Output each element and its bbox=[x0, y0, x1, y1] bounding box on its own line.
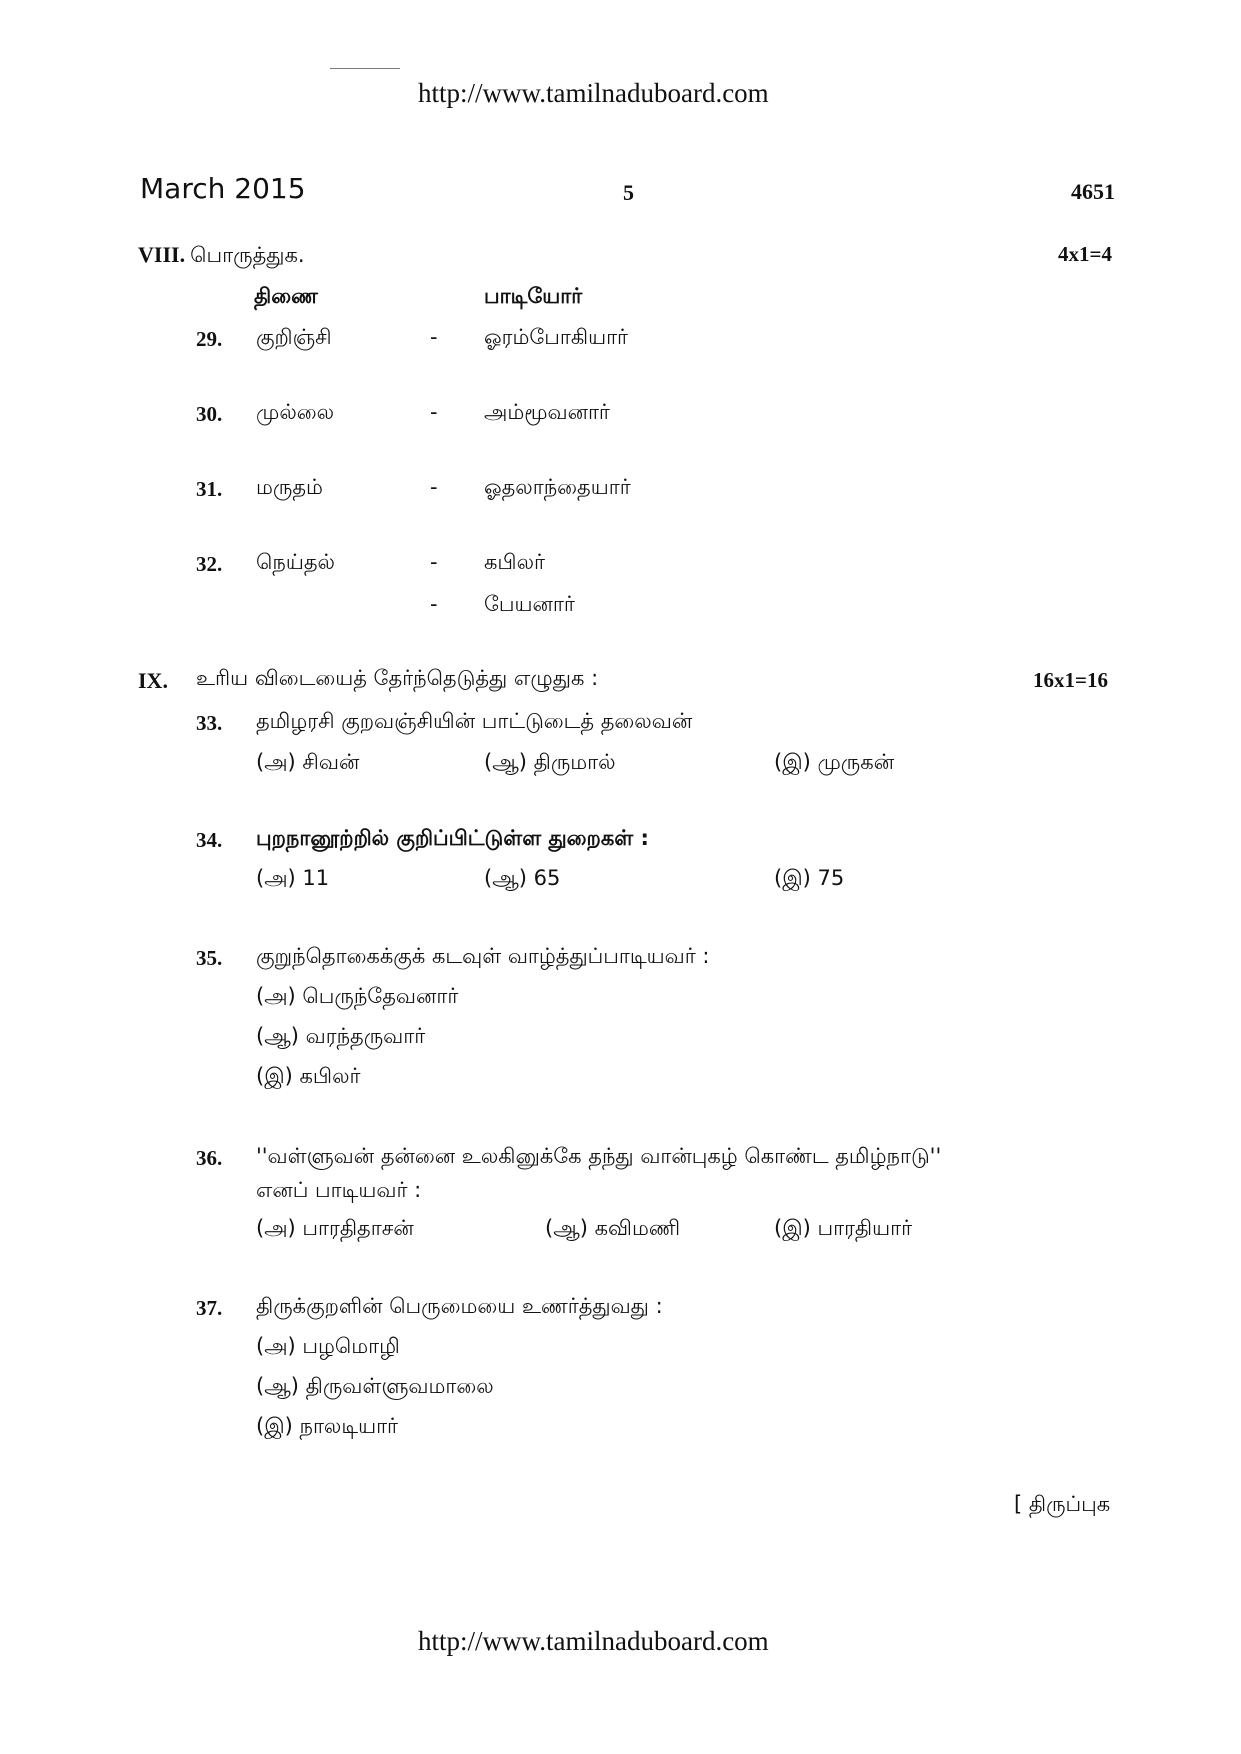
match-row-dash: - bbox=[430, 550, 438, 574]
section-viii-marks: 4x1=4 bbox=[1058, 242, 1112, 266]
option-a: (அ) பெருந்தேவனார் bbox=[256, 984, 459, 1008]
question-number: 33. bbox=[196, 711, 223, 735]
option-a: (அ) சிவன் bbox=[256, 750, 360, 774]
section-viii-roman: VIII. bbox=[138, 242, 186, 267]
section-viii-title: பொருத்துக. bbox=[190, 243, 305, 267]
footer-url[interactable]: http://www.tamilnaduboard.com bbox=[418, 1626, 769, 1656]
question-number: 36. bbox=[196, 1146, 223, 1170]
header-url[interactable]: http://www.tamilnaduboard.com bbox=[418, 78, 769, 108]
turn-over-note: [ திருப்புக bbox=[1014, 1492, 1111, 1516]
option-b: (ஆ) திருவள்ளுவமாலை bbox=[256, 1374, 494, 1398]
match-row-number: 30. bbox=[196, 402, 223, 426]
section-viii-heading bbox=[138, 242, 305, 270]
question-text: ''வள்ளுவன் தன்னை உலகினுக்கே தந்து வான்புகழ் கொண்ட தமிழ்நாடு'' bbox=[256, 1144, 942, 1168]
match-extra-dash: - bbox=[430, 592, 438, 616]
match-row-right: கபிலர் bbox=[484, 550, 545, 574]
section-ix-roman: IX. bbox=[138, 668, 168, 693]
option-a: (அ) 11 bbox=[256, 866, 330, 890]
question-text: குறுந்தொகைக்குக் கடவுள் வாழ்த்துப்பாடியவர் : bbox=[256, 944, 710, 968]
question-number: 35. bbox=[196, 946, 223, 970]
match-row-right: ஓதலாந்தையார் bbox=[484, 475, 631, 499]
match-row-left: குறிஞ்சி bbox=[256, 325, 332, 349]
question-number: 34. bbox=[196, 828, 223, 852]
match-row-left: நெய்தல் bbox=[256, 550, 335, 574]
match-row-number: 32. bbox=[196, 552, 223, 576]
option-b: (ஆ) வரந்தருவார் bbox=[256, 1024, 426, 1048]
option-b: (ஆ) கவிமணி bbox=[545, 1216, 681, 1240]
option-a: (அ) பழமொழி bbox=[256, 1334, 400, 1358]
option-c: (இ) முருகன் bbox=[774, 750, 895, 774]
option-b: (ஆ) 65 bbox=[484, 866, 561, 890]
match-row-left: மருதம் bbox=[256, 475, 323, 499]
match-row-right: அம்மூவனார் bbox=[484, 400, 610, 424]
option-b: (ஆ) திருமால் bbox=[484, 750, 616, 774]
match-row-number: 29. bbox=[196, 327, 223, 351]
match-row-number: 31. bbox=[196, 477, 223, 501]
option-a: (அ) பாரதிதாசன் bbox=[256, 1216, 414, 1240]
question-text: தமிழரசி குறவஞ்சியின் பாட்டுடைத் தலைவன் bbox=[256, 709, 693, 733]
exam-title: March 2015 bbox=[140, 172, 306, 205]
paper-code: 4651 bbox=[1071, 179, 1115, 204]
question-text-line2: எனப் பாடியவர் : bbox=[256, 1178, 422, 1202]
column-header-paadiyor: பாடியோர் bbox=[484, 284, 583, 308]
option-c: (இ) கபிலர் bbox=[256, 1064, 361, 1088]
scan-mark bbox=[330, 68, 400, 69]
match-row-dash: - bbox=[430, 475, 438, 499]
match-extra-right: பேயனார் bbox=[484, 592, 575, 616]
match-row-dash: - bbox=[430, 400, 438, 424]
match-row-left: முல்லை bbox=[256, 400, 335, 424]
column-header-thinai: திணை bbox=[254, 284, 318, 308]
section-ix-title: உரிய விடையைத் தேர்ந்தெடுத்து எழுதுக : bbox=[196, 666, 599, 690]
question-number: 37. bbox=[196, 1296, 223, 1320]
page-number: 5 bbox=[623, 180, 634, 205]
question-text: புறநானூற்றில் குறிப்பிட்டுள்ள துறைகள் : bbox=[256, 826, 649, 850]
match-row-right: ஓரம்போகியார் bbox=[484, 325, 629, 349]
option-c: (இ) நாலடியார் bbox=[256, 1414, 399, 1438]
match-row-dash: - bbox=[430, 325, 438, 349]
option-c: (இ) பாரதியார் bbox=[774, 1216, 913, 1240]
section-ix-marks: 16x1=16 bbox=[1033, 668, 1108, 692]
option-c: (இ) 75 bbox=[774, 866, 845, 890]
question-text: திருக்குறளின் பெருமையை உணர்த்துவது : bbox=[256, 1294, 663, 1318]
